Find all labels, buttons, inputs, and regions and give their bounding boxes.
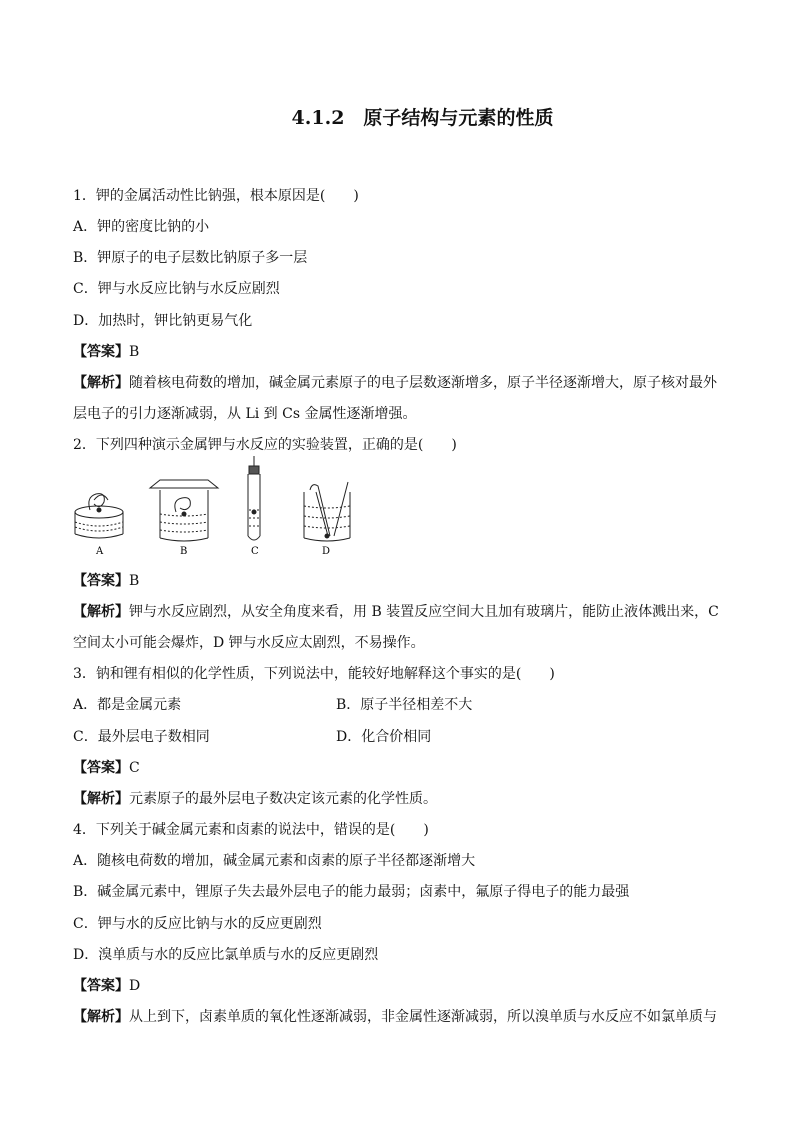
apparatus-d [304,482,350,541]
answer-value: C [129,760,140,776]
apparatus-b [150,480,218,541]
question-1-analysis-line-1 [73,375,717,391]
question-3-option-b: B．原子半径相差不大 [336,697,473,713]
question-4-option-b: B．碱金属元素中，锂原子失去最外层电子的能力最弱；卤素中，氟原子得电子的能力最强 [73,884,630,900]
answer-label: 【答案】 [73,344,129,360]
question-1-answer [73,344,139,360]
question-4-option-c: C．钾与水的反应比钠与水的反应更剧烈 [73,916,322,932]
question-2-answer [73,573,139,589]
answer-value: B [129,573,140,589]
question-4-answer [73,978,140,994]
question-1-option-d: D．加热时，钾比钠更易气化 [73,313,253,329]
question-1-stem: 1．钾的金属活动性比钠强，根本原因是( ) [73,188,359,204]
figure-label-a: A [96,546,104,557]
apparatus-c [248,456,260,540]
answer-label: 【答案】 [73,760,129,776]
analysis-label: 【解析】 [73,604,129,620]
answer-label: 【答案】 [73,573,129,589]
question-3-analysis [73,791,437,807]
apparatus-figure [72,452,372,566]
question-4-stem: 4．下列关于碱金属元素和卤素的说法中，错误的是( ) [73,822,429,838]
answer-value: B [129,344,140,360]
question-1-option-b: B．钾原子的电子层数比钠原子多一层 [73,250,308,266]
figure-label-b: B [180,546,188,557]
question-4-option-d: D．溴单质与水的反应比氯单质与水的反应更剧烈 [73,947,379,963]
page-title: 4.1.2 原子结构与元素的性质 [291,107,554,129]
answer-value: D [129,978,141,994]
question-3-answer [73,760,140,776]
question-2-analysis-line-1 [73,604,719,620]
question-4-analysis [73,1009,717,1025]
question-3-option-c: C．最外层电子数相同 [73,729,210,745]
question-2-stem: 2．下列四种演示金属钾与水反应的实验装置，正确的是( ) [73,437,457,453]
apparatus-a [75,494,123,538]
analysis-text: 随着核电荷数的增加，碱金属元素原子的电子层数逐渐增多，原子半径逐渐增大，原子核对最外 [129,375,717,391]
analysis-label: 【解析】 [73,791,129,807]
answer-label: 【答案】 [73,978,129,994]
figure-label-c: C [251,546,259,557]
analysis-text: 从上到下，卤素单质的氧化性逐渐减弱，非金属性逐渐减弱，所以溴单质与水反应不如氯单质与 [129,1009,717,1025]
analysis-text: 钾与水反应剧烈，从安全角度来看，用 B 装置反应空间大且加有玻璃片，能防止液体溅出来，C [129,604,719,620]
question-3-stem: 3．钠和锂有相似的化学性质，下列说法中，能较好地解释这个事实的是( ) [73,666,555,682]
question-3-option-a: A．都是金属元素 [73,697,182,713]
analysis-label: 【解析】 [73,1009,129,1025]
question-2-analysis-line-2: 空间太小可能会爆炸，D 钾与水反应太剧烈，不易操作。 [73,635,425,651]
question-1-option-c: C．钾与水反应比钠与水反应剧烈 [73,281,280,297]
apparatus-figure-svg [72,452,372,562]
question-1-option-a: A．钾的密度比钠的小 [73,219,210,235]
analysis-text: 元素原子的最外层电子数决定该元素的化学性质。 [129,791,437,807]
analysis-label: 【解析】 [73,375,129,391]
figure-label-d: D [322,546,331,557]
question-1-analysis-line-2: 层电子的引力逐渐减弱，从 Li 到 Cs 金属性逐渐增强。 [73,406,417,422]
question-4-option-a: A．随核电荷数的增加，碱金属元素和卤素的原子半径都逐渐增大 [73,853,476,869]
question-3-option-d: D．化合价相同 [336,729,432,745]
